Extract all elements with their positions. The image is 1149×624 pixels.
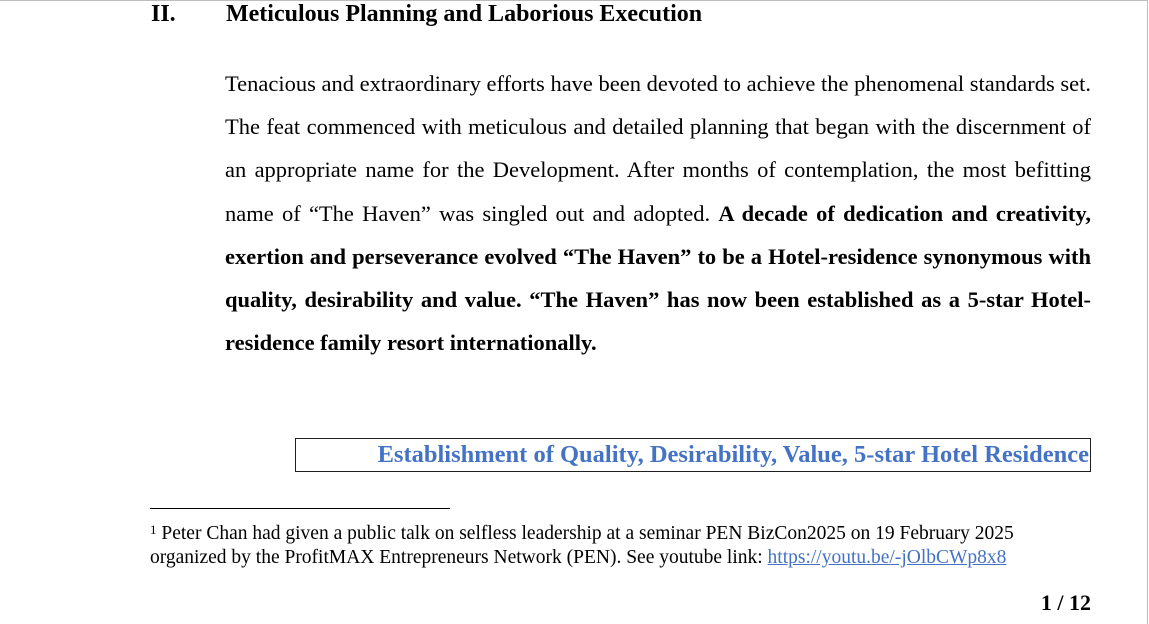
footnote-marker: 1	[150, 522, 157, 537]
youtube-link[interactable]: https://youtu.be/-jOlbCWp8x8	[767, 547, 1007, 568]
paragraph-bold-text: A decade of dedication and creativity, exertion and perseverance evolved “The Haven” to be a Hotel-residence synonymous with quality, desirability and value. “The Haven” has now been established as a 5-star Hotel-residence family resort internationally.	[225, 200, 1092, 356]
body-paragraph	[225, 62, 1091, 364]
section-title: Meticulous Planning and Laborious Execution	[226, 1, 703, 27]
footnote	[150, 522, 1095, 570]
section-number: II.	[151, 1, 176, 27]
footnote-text-line2: organized by the ProfitMAX Entrepreneurs Network (PEN). See youtube link:	[150, 547, 768, 568]
highlight-box	[295, 438, 1091, 472]
highlight-box-text: Establishment of Quality, Desirability, Value, 5-star Hotel Residence	[377, 441, 1089, 468]
footnote-text-line1: Peter Chan had given a public talk on selfless leadership at a seminar PEN BizCon2025 on 19 February 2025	[161, 523, 1014, 544]
footnote-separator	[150, 508, 450, 509]
paragraph-regular-text: Tenacious and extraordinary efforts have been devoted to achieve the phenomenal standards set. The feat commenced with meticulous and detailed planning that began with the discernment of an appropriate name for the Development. After months of contemplation, the most befitting name of “The Haven” was singled out and adopted.	[225, 71, 1091, 226]
page-number: 1 / 12	[1040, 590, 1091, 615]
